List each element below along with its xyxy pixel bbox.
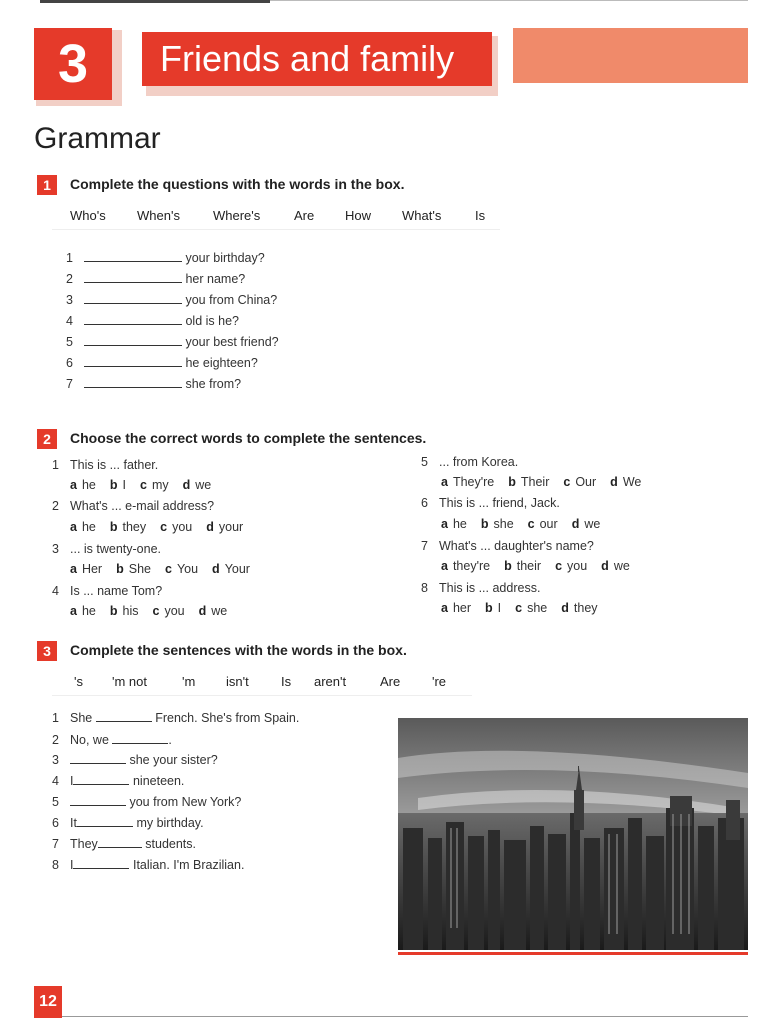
city-skyline-illustration <box>398 718 748 950</box>
exercise-2-item: 1 This is ... father. <box>52 458 159 472</box>
exercise-3-item: 5 you from New York? <box>52 795 242 809</box>
exercise-3-item: 1 She French. She's from Spain. <box>52 711 300 725</box>
section-heading: Grammar <box>34 122 161 155</box>
exercise-3-title: Complete the sentences with the words in the box. <box>70 642 407 658</box>
exercise-2-item: 2 What's ... e-mail address? <box>52 499 215 513</box>
word-box-item: isn't <box>226 674 249 689</box>
exercise-1-item: 6 he eighteen? <box>66 356 258 370</box>
exercise-2-options: a he b I c my d we <box>70 478 212 492</box>
exercise-2-options: a he b she c our d we <box>441 517 601 531</box>
exercise-2-title: Choose the correct words to complete the sentences. <box>70 430 427 446</box>
word-box-item: Who's <box>70 208 106 223</box>
exercise-2-options: a They're b Their c Our d We <box>441 475 642 489</box>
city-skyline-photo <box>398 718 748 950</box>
word-box-item: 's <box>74 674 83 689</box>
word-box-item: When's <box>137 208 180 223</box>
exercise-1-item: 2 her name? <box>66 272 246 286</box>
bottom-rule <box>62 1016 748 1017</box>
word-box-item: aren't <box>314 674 347 689</box>
word-box-item: Is <box>475 208 486 223</box>
exercise-2-item: 4 Is ... name Tom? <box>52 584 163 598</box>
word-box-item: What's <box>402 208 442 223</box>
exercise-2-number: 2 <box>37 429 57 449</box>
exercise-3-item: 3 she your sister? <box>52 753 218 767</box>
exercise-2-item: 7 What's ... daughter's name? <box>421 539 594 553</box>
top-rule-light <box>270 0 748 1</box>
unit-title: Friends and family <box>142 32 492 86</box>
exercise-1-title: Complete the questions with the words in the box. <box>70 176 405 192</box>
word-box-item: Where's <box>213 208 261 223</box>
word-box-item: Are <box>294 208 315 223</box>
exercise-3-item: 6 It my birthday. <box>52 816 204 830</box>
word-box-item: Is <box>281 674 292 689</box>
top-rule <box>40 0 270 3</box>
header-accent-bar <box>513 28 748 83</box>
exercise-3-word-box <box>52 670 472 696</box>
exercise-3-item: 8 I Italian. I'm Brazilian. <box>52 858 245 872</box>
exercise-1-item: 4 old is he? <box>66 314 239 328</box>
exercise-1-item: 7 she from? <box>66 377 242 391</box>
exercise-3-item: 4 I nineteen. <box>52 774 185 788</box>
exercise-2-options: a her b I c she d they <box>441 601 598 615</box>
exercise-2-options: a Her b She c You d Your <box>70 562 250 576</box>
exercise-1-word-box <box>52 204 500 230</box>
exercise-2-item: 3 ... is twenty-one. <box>52 542 162 556</box>
exercise-1-item: 3 you from China? <box>66 293 278 307</box>
photo-underline <box>398 952 748 955</box>
exercise-2-options: a they're b their c you d we <box>441 559 630 573</box>
exercise-3-item: 7 They students. <box>52 837 197 851</box>
exercise-3-number: 3 <box>37 641 57 661</box>
exercise-2-item: 8 This is ... address. <box>421 581 541 595</box>
exercise-3-item: 2 No, we . <box>52 733 172 747</box>
word-box-item: How <box>345 208 372 223</box>
exercise-1-number: 1 <box>37 175 57 195</box>
word-box-item: 'm <box>182 674 196 689</box>
exercise-2-options: a he b his c you d we <box>70 604 228 618</box>
exercise-2-options: a he b they c you d your <box>70 520 244 534</box>
exercise-2-item: 5 ... from Korea. <box>421 455 519 469</box>
exercise-2-item: 6 This is ... friend, Jack. <box>421 496 560 510</box>
page-number: 12 <box>34 986 62 1018</box>
exercise-1-item: 5 your best friend? <box>66 335 279 349</box>
unit-number: 3 <box>34 28 112 100</box>
word-box-item: Are <box>380 674 401 689</box>
exercise-1-item: 1 your birthday? <box>66 251 265 265</box>
word-box-item: 're <box>432 674 447 689</box>
word-box-item: 'm not <box>112 674 147 689</box>
